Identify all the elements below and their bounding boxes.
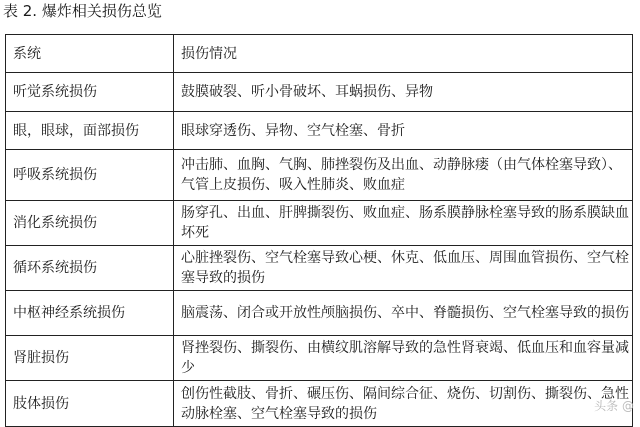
- table-row: [6, 201, 633, 246]
- table-row: [6, 112, 633, 150]
- table-row: [6, 381, 633, 427]
- row-system: 眼，眼球，面部损伤: [6, 112, 174, 150]
- row-system: 循环系统损伤: [6, 246, 174, 291]
- row-system: 消化系统损伤: [6, 201, 174, 246]
- watermark: 头条 @: [594, 399, 634, 413]
- row-system: 肢体损伤: [6, 381, 174, 427]
- table-header-row: [6, 35, 633, 73]
- row-injuries: 脑震荡、闭合或开放性颅脑损伤、卒中、脊髓损伤、空气栓塞导致的损伤: [174, 291, 633, 336]
- row-injuries: 冲击肺、血胸、气胸、肺挫裂伤及出血、动静脉瘘（由气体栓塞导致）、气管上皮损伤、吸入性肺炎、败血症: [174, 150, 633, 201]
- header-system: 系统: [6, 35, 174, 73]
- table-row: [6, 73, 633, 112]
- table-row: [6, 336, 633, 381]
- injury-table: [5, 34, 633, 427]
- table-row: [6, 291, 633, 336]
- row-injuries: 肾挫裂伤、撕裂伤、由横纹肌溶解导致的急性肾衰竭、低血压和血容量减少: [174, 336, 633, 381]
- row-injuries: 鼓膜破裂、听小骨破坏、耳蜗损伤、异物: [174, 73, 633, 112]
- header-injuries: 损伤情况: [174, 35, 633, 73]
- row-injuries: 心脏挫裂伤、空气栓塞导致心梗、休克、低血压、周围血管损伤、空气栓塞导致的损伤: [174, 246, 633, 291]
- row-system: 中枢神经系统损伤: [6, 291, 174, 336]
- row-system: 呼吸系统损伤: [6, 150, 174, 201]
- row-injuries: 创伤性截肢、骨折、碾压伤、隔间综合征、烧伤、切割伤、撕裂伤、急性动脉栓塞、空气栓塞导致的损伤: [174, 381, 633, 427]
- table-row: [6, 246, 633, 291]
- row-system: 听觉系统损伤: [6, 73, 174, 112]
- table-row: [6, 150, 633, 201]
- table-caption: 表 2. 爆炸相关损伤总览: [3, 2, 162, 20]
- row-system: 肾脏损伤: [6, 336, 174, 381]
- row-injuries: 肠穿孔、出血、肝脾撕裂伤、败血症、肠系膜静脉栓塞导致的肠系膜缺血坏死: [174, 201, 633, 246]
- row-injuries: 眼球穿透伤、异物、空气栓塞、骨折: [174, 112, 633, 150]
